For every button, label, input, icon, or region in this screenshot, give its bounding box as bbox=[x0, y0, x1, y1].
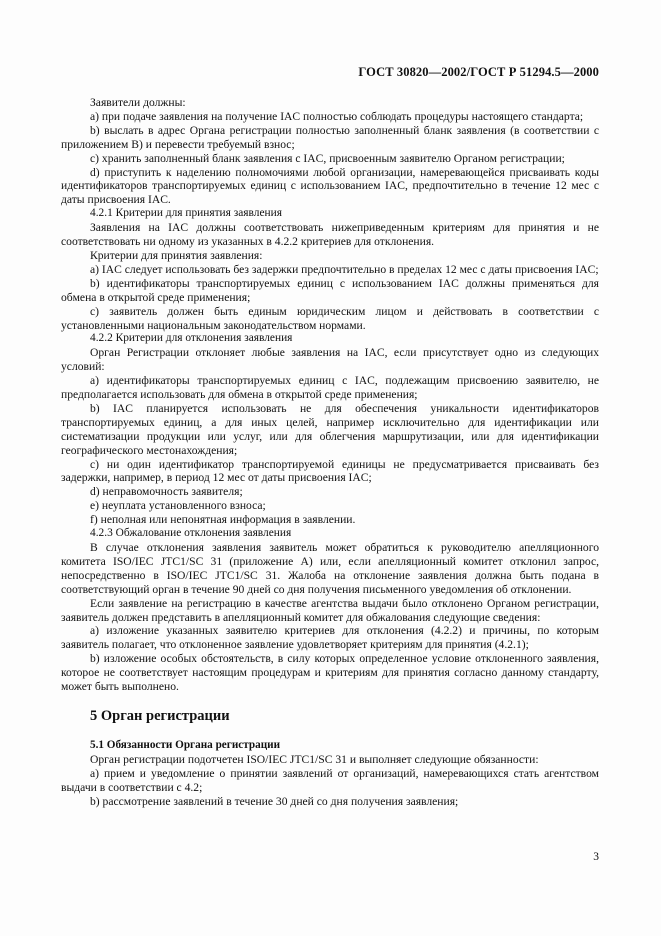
paragraph-applicants-intro: Заявители должны: bbox=[90, 96, 186, 109]
paragraph-item-b: b) выслать в адрес Органа регистрации полностью заполненный бланк заявления (в соответствии с приложением В) и перевести требуемый взнос; bbox=[61, 123, 599, 151]
subsection-4-2-3-title: 4.2.3 Обжалование отклонения заявления bbox=[90, 527, 292, 540]
page-number: 3 bbox=[593, 851, 599, 863]
paragraph-acceptance-c: с) заявитель должен быть единым юридическим лицом и действовать в соответствии с установленными национальным законодательством нормами. bbox=[61, 304, 599, 332]
subsection-4-2-2-title: 4.2.2 Критерии для отклонения заявления bbox=[90, 332, 293, 345]
subsection-4-2-1-title: 4.2.1 Критерии для принятия заявления bbox=[90, 207, 282, 220]
paragraph-rejection-d: d) неправомочность заявителя; bbox=[90, 485, 243, 499]
paragraph-rejection-a: а) идентификаторы транспортируемых единиц с IAC, подлежащим присвоению заявителю, не предполагается использовать для обмена в открытой среде применения; bbox=[61, 374, 599, 402]
paragraph-5-1-intro: Орган регистрации подотчетен ISO/IEC JTC1/SC 31 и выполняет следующие обязанности: bbox=[90, 752, 539, 766]
document-body bbox=[61, 96, 599, 809]
paragraph-5-1-b: b) рассмотрение заявлений в течение 30 дней со дня получения заявления; bbox=[90, 794, 459, 808]
paragraph-5-1-a: а) прием и уведомление о принятии заявлений от организаций, намеревающихся стать агентством выдачи в соответствии с 4.2; bbox=[61, 766, 599, 794]
paragraph-acceptance-a: а) IAC следует использовать без задержки предпочтительно в пределах 12 мес с даты присвоения IAC; bbox=[90, 262, 599, 276]
paragraph-acceptance-intro: Заявления на IAC должны соответствовать нижеприведенным критериям для принятия и не соответствовать ни одному из указанных в 4.2.2 критериев для отклонения. bbox=[61, 221, 599, 249]
paragraph-acceptance-criteria-label: Критерии для принятия заявления: bbox=[90, 248, 263, 262]
paragraph-item-a: а) при подаче заявления на получение IAC полностью соблюдать процедуры настоящего стандарта; bbox=[90, 109, 584, 123]
subsection-5-1-title: 5.1 Обязанности Органа регистрации bbox=[90, 738, 281, 751]
paragraph-item-d: d) приступить к наделению полномочиями любой организации, намеревающейся присваивать коды идентификаторов транспортируемых единиц с использованием IAC, предпочтительно в течение 12 мес с даты присвоения IAC. bbox=[61, 165, 599, 207]
paragraph-rejection-intro: Орган Регистрации отклоняет любые заявления на IAC, если присутствует одно из следующих условий: bbox=[61, 346, 599, 374]
page-header: ГОСТ 30820—2002/ГОСТ Р 51294.5—2000 bbox=[358, 65, 599, 79]
paragraph-rejection-b: b) IAC планируется использовать не для обеспечения уникальности идентификаторов транспортируемых единиц, а для иных целей, например исключительно для идентификации или систематизации продукции или услуг, или для облегчения маршрутизации, или для идентификации географического местонахождения; bbox=[61, 401, 599, 457]
paragraph-appeal-1: В случае отклонения заявления заявитель может обратиться к руководителю апелляционного комитета ISO/IEC JTC1/SC 31 (приложение А) или, если апелляционный комитет отклонил запрос, непосредственно в ISO/IEC JTC1/SC 31. Жалоба на отклонение заявления должна быть подана в соответствующий орган в течение 90 дней со дня получения письменного уведомления об отклонении. bbox=[61, 541, 599, 596]
paragraph-appeal-2: Если заявление на регистрацию в качестве агентства выдачи было отклонено Органом регистрации, заявитель должен представить в апелляционный комитет для обжалования следующие сведения: bbox=[61, 596, 599, 624]
paragraph-appeal-a: а) изложение указанных заявителю критериев для отклонения (4.2.2) и причины, по которым заявитель полагает, что отклоненное заявление удовлетворяет критериям для принятия (4.2.1); bbox=[61, 624, 599, 652]
paragraph-rejection-f: f) неполная или непонятная информация в заявлении. bbox=[90, 513, 356, 527]
paragraph-rejection-c: с) ни один идентификатор транспортируемой единицы не предусматривается присваивать без задержки, например, в период 12 мес от даты присвоения IAC; bbox=[61, 457, 599, 485]
paragraph-appeal-b: b) изложение особых обстоятельств, в силу которых определенное условие отклоненного заявления, которое не соответствует настоящим процедурам и критериям для принятия согласно данному стандарту, может быть выполнено. bbox=[61, 652, 599, 694]
paragraph-item-c: с) хранить заполненный бланк заявления с IAC, присвоенным заявителю Органом регистрации; bbox=[90, 151, 565, 165]
section-5-title: 5 Орган регистрации bbox=[90, 707, 230, 724]
paragraph-rejection-e: е) неуплата установленного взноса; bbox=[90, 499, 266, 513]
paragraph-acceptance-b: b) идентификаторы транспортируемых единиц с использованием IAC должны применяться для обмена в открытой среде применения; bbox=[61, 276, 599, 304]
